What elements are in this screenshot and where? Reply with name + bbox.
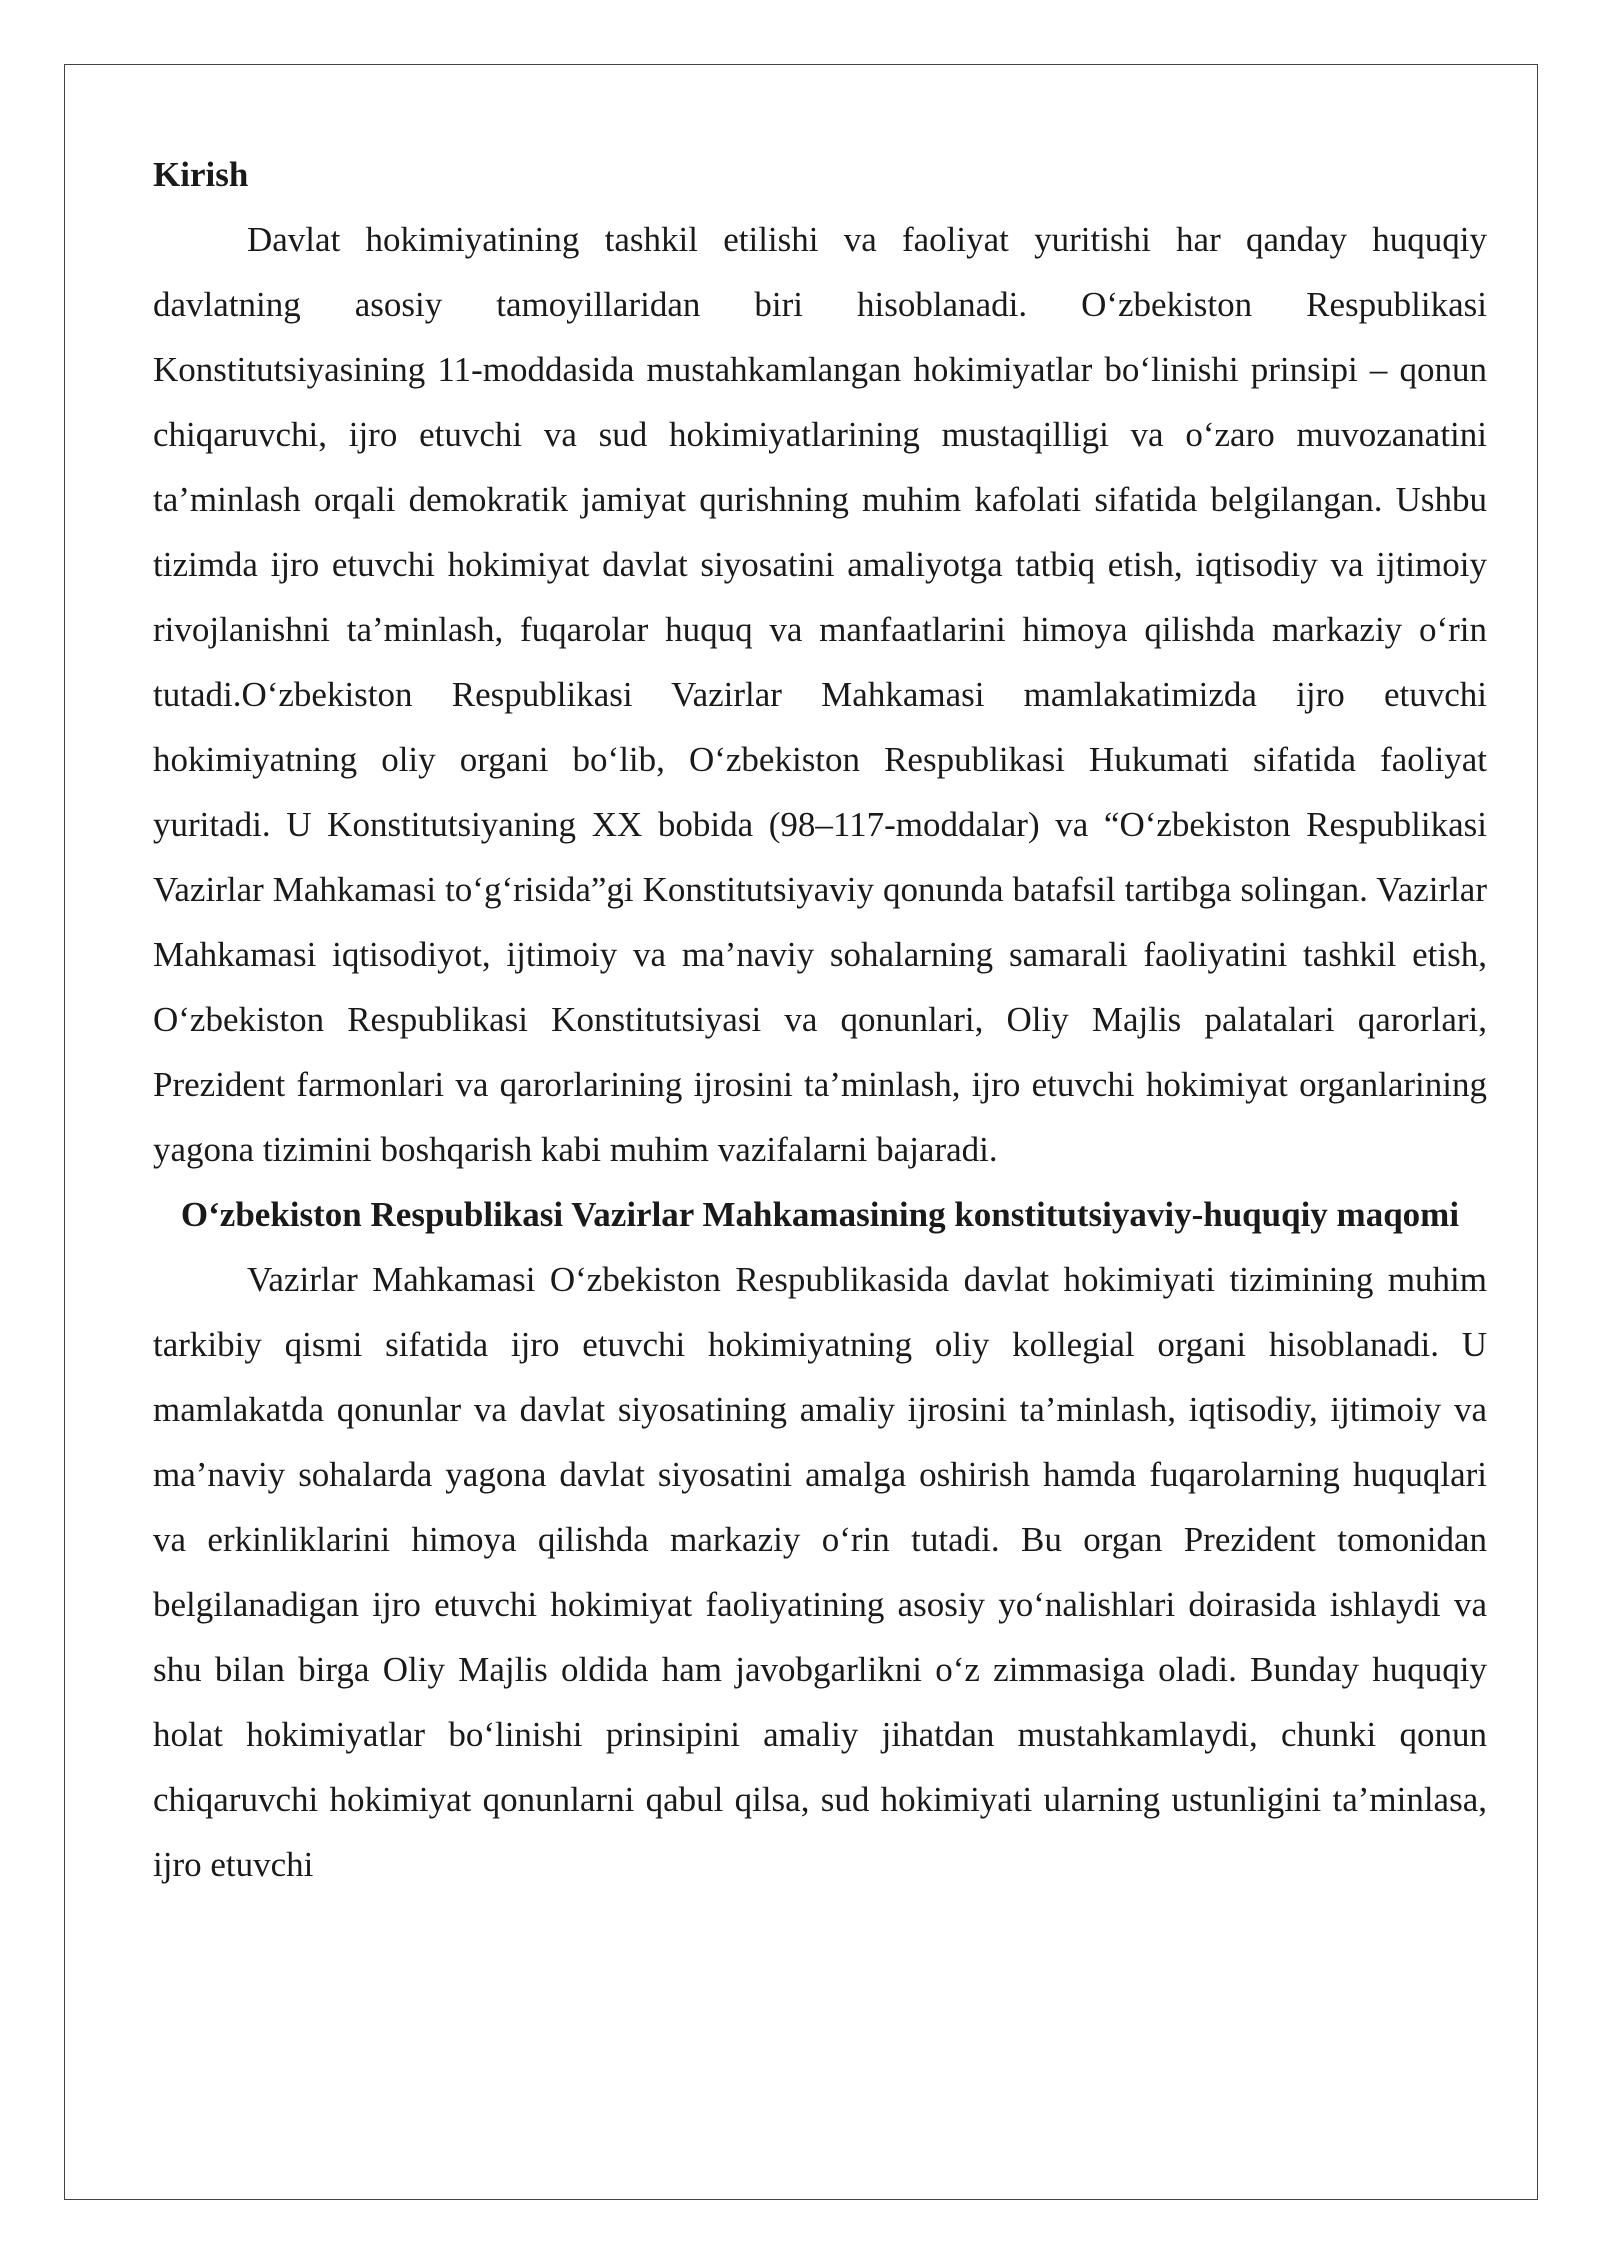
intro-heading: Kirish	[153, 155, 249, 194]
document-body	[153, 142, 1487, 1897]
intro-paragraph: Davlat hokimiyatining tashkil etilishi va faoliyat yuritishi har qanday huquqiy davlatning asosiy tamoyillaridan biri hisoblanadi. O‘zbekiston Respublikasi Konstitutsiyasining 11-moddasida mustahkamlangan hokimiyatlar bo‘linishi prinsipi – qonun chiqaruvchi, ijro etuvchi va sud hokimiyatlarining mustaqilligi va o‘zaro muvozanatini ta’minlash orqali demokratik jamiyat qurishning muhim kafolati sifatida belgilangan. Ushbu tizimda ijro etuvchi hokimiyat davlat siyosatini amaliyotga tatbiq etish, iqtisodiy va ijtimoiy rivojlanishni ta’minlash, fuqarolar huquq va manfaatlarini himoya qilishda markaziy o‘rin tutadi.O‘zbekiston Respublikasi Vazirlar Mahkamasi mamlakatimizda ijro etuvchi hokimiyatning oliy organi bo‘lib, O‘zbekiston Respublikasi Hukumati sifatida faoliyat yuritadi. U Konstitutsiyaning XX bobida (98–117-moddalar) va “O‘zbekiston Respublikasi Vazirlar Mahkamasi to‘g‘risida”gi Konstitutsiyaviy qonunda batafsil tartibga solingan. Vazirlar Mahkamasi iqtisodiyot, ijtimoiy va ma’naviy sohalarning samarali faoliyatini tashkil etish, O‘zbekiston Respublikasi Konstitutsiyasi va qonunlari, Oliy Majlis palatalari qarorlari, Prezident farmonlari va qarorlarining ijrosini ta’minlash, ijro etuvchi hokimiyat organlarining yagona tizimini boshqarish kabi muhim vazifalarni bajaradi.	[153, 220, 1487, 1169]
section-paragraph: Vazirlar Mahkamasi O‘zbekiston Respublikasida davlat hokimiyati tizimining muhim tarkibiy qismi sifatida ijro etuvchi hokimiyatning oliy kollegial organi hisoblanadi. U mamlakatda qonunlar va davlat siyosatining amaliy ijrosini ta’minlash, iqtisodiy, ijtimoiy va ma’naviy sohalarda yagona davlat siyosatini amalga oshirish hamda fuqarolarning huquqlari va erkinliklarini himoya qilishda markaziy o‘rin tutadi. Bu organ Prezident tomonidan belgilanadigan ijro etuvchi hokimiyat faoliyatining asosiy yo‘nalishlari doirasida ishlaydi va shu bilan birga Oliy Majlis oldida ham javobgarlikni o‘z zimmasiga oladi. Bunday huquqiy holat hokimiyatlar bo‘linishi prinsipini amaliy jihatdan mustahkamlaydi, chunki qonun chiqaruvchi hokimiyat qonunlarni qabul qilsa, sud hokimiyati ularning ustunligini ta’minlasa, ijro etuvchi	[153, 1260, 1487, 1884]
section-heading: O‘zbekiston Respublikasi Vazirlar Mahkamasining konstitutsiyaviy-huquqiy maqomi	[180, 1195, 1460, 1234]
